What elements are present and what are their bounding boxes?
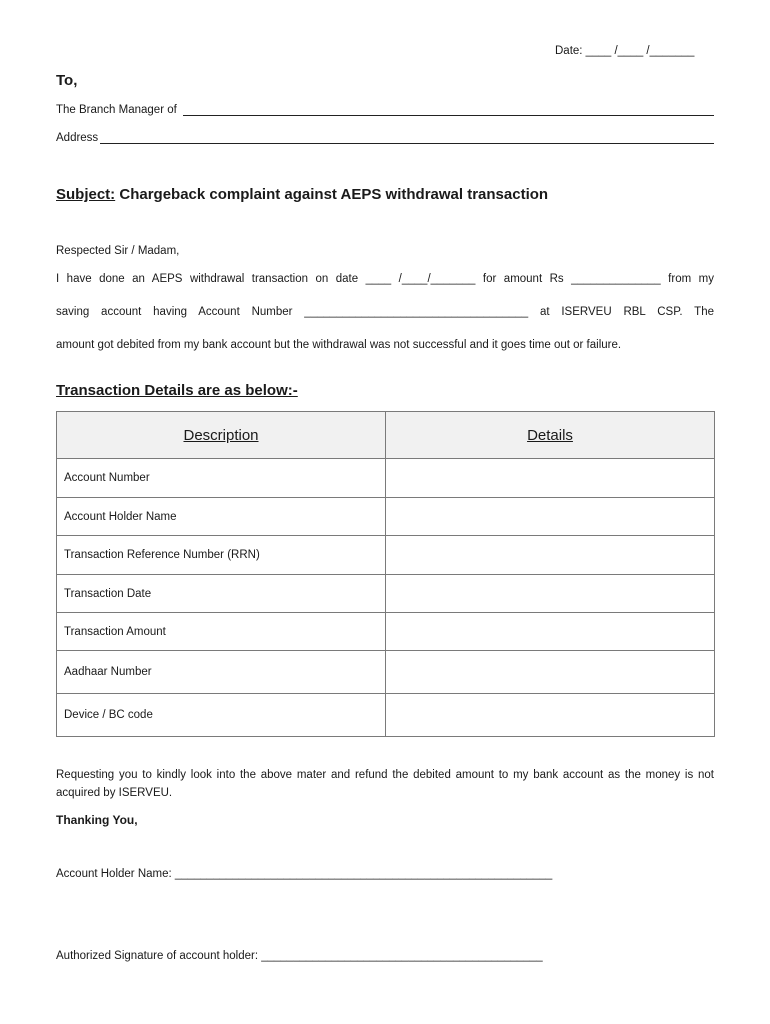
row-value-rrn <box>386 536 715 575</box>
row-label-account-number: Account Number <box>57 459 386 498</box>
subject-text: Chargeback complaint against AEPS withdrawal transaction <box>119 186 549 203</box>
row-label-aadhaar-number: Aadhaar Number <box>57 651 386 694</box>
closing-thanks: Thanking You, <box>56 813 138 827</box>
holder-name-line: Account Holder Name: ___________________________________________________________ <box>56 868 553 880</box>
row-label-account-holder-name: Account Holder Name <box>57 498 386 536</box>
row-label-transaction-amount: Transaction Amount <box>57 613 386 651</box>
header-details: Details <box>386 412 715 459</box>
subject-label: Subject: <box>56 186 116 203</box>
section-title: Transaction Details are as below:- <box>56 382 298 399</box>
row-label-transaction-date: Transaction Date <box>57 575 386 613</box>
row-value-transaction-amount <box>386 613 715 651</box>
branch-manager-label: The Branch Manager of <box>56 104 177 116</box>
table-row <box>57 613 715 651</box>
row-label-rrn: Transaction Reference Number (RRN) <box>57 536 386 575</box>
table-row <box>57 536 715 575</box>
row-value-device-bc-code <box>386 694 715 737</box>
row-value-aadhaar-number <box>386 651 715 694</box>
address-blank <box>100 132 714 144</box>
branch-manager-blank <box>183 104 714 116</box>
subject-line <box>56 186 548 203</box>
recipient-heading: To, <box>56 72 78 89</box>
row-value-transaction-date <box>386 575 715 613</box>
request-paragraph: Requesting you to kindly look into the above mater and refund the debited amount to my bank account as the money is not acquired by ISERVEU. <box>56 769 714 799</box>
address-label: Address <box>56 132 99 144</box>
table-header-row <box>57 412 715 459</box>
table-row <box>57 575 715 613</box>
salutation: Respected Sir / Madam, <box>56 245 180 257</box>
body-line-1: I have done an AEPS withdrawal transaction on date ____ /____/_______ for amount Rs ______________ from my <box>56 273 714 285</box>
body-line-3: amount got debited from my bank account but the withdrawal was not successful and it goes time out or failure. <box>56 339 622 351</box>
header-description: Description <box>57 412 386 459</box>
table-row <box>57 498 715 536</box>
date-field: Date: ____ /____ /_______ <box>555 45 695 57</box>
row-value-account-number <box>386 459 715 498</box>
row-value-account-holder-name <box>386 498 715 536</box>
signature-line: Authorized Signature of account holder: ____________________________________________ <box>56 950 543 962</box>
branch-manager-row <box>56 104 714 116</box>
body-line-2: saving account having Account Number ___________________________________ at ISERVEU RBL CSP. The <box>56 306 714 318</box>
table-row <box>57 651 715 694</box>
address-row <box>56 132 714 144</box>
table-row <box>57 459 715 498</box>
table-row <box>57 694 715 737</box>
transaction-details-table <box>56 411 715 737</box>
row-label-device-bc-code: Device / BC code <box>57 694 386 737</box>
